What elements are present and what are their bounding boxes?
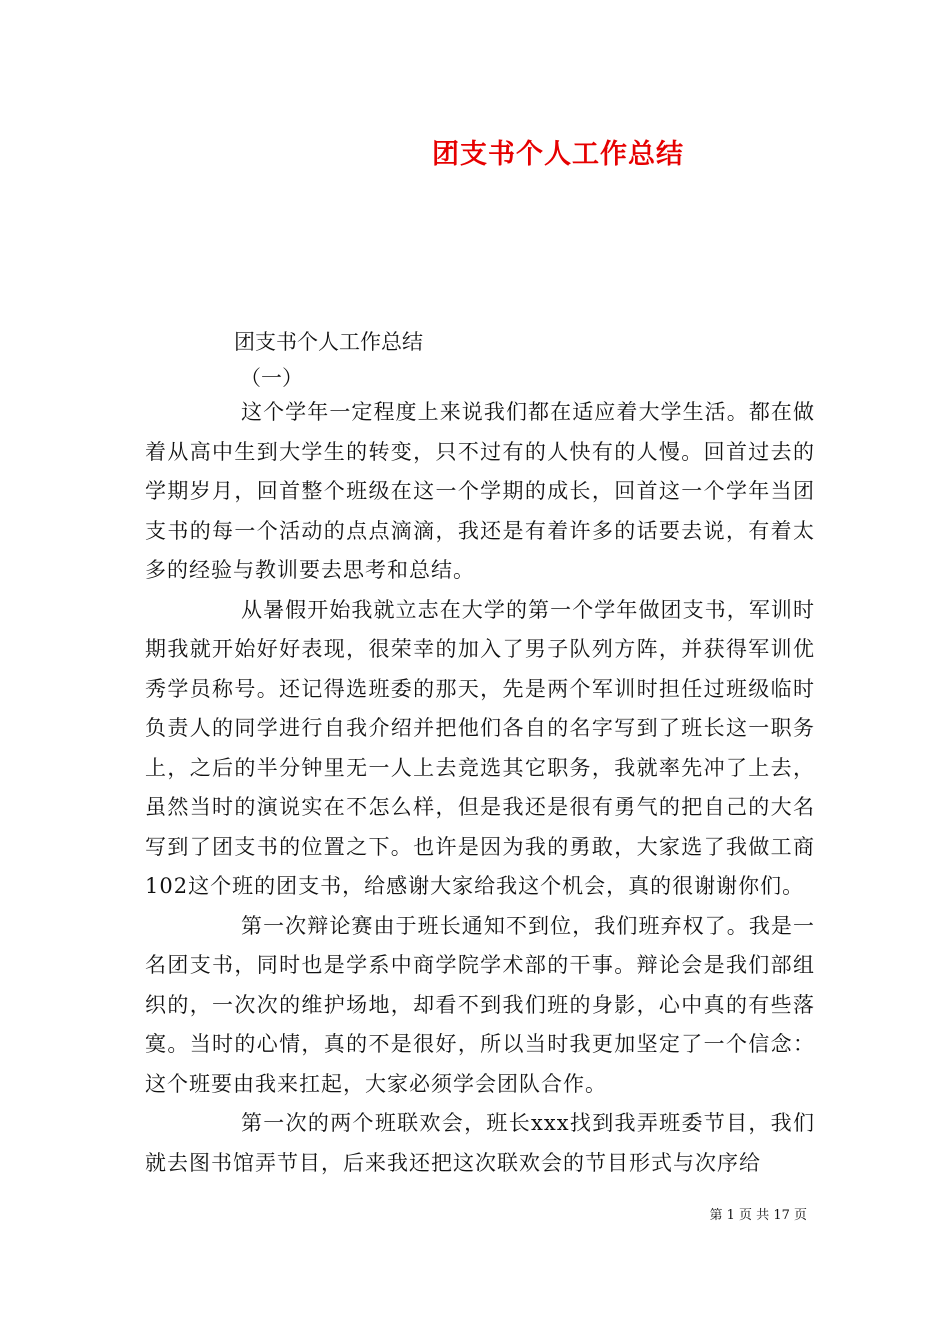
paragraph: 第一次的两个班联欢会，班长xxx找到我弄班委节目，我们就去图书馆弄节目，后来我还把这次联欢会的节目形式与次序给 — [145, 1111, 815, 1175]
paragraph: 从暑假开始我就立志在大学的第一个学年做团支书，军训时期我就开始好好表现，很荣幸的加入了男子队列方阵，并获得军训优秀学员称号。还记得选班委的那天，先是两个军训时担任过班级临时负责人的同学进行自我介绍并把他们各自的名字写到了班长这一职务上，之后的半分钟里无一人上去竞选其它职务，我就率先冲了上去，虽然当时的演说实在不怎么样，但是我还是很有勇气的把自己的大名写到了团支书的位置之下。也许是因为我的勇敢，大家选了我做工商102这个班的团支书，给感谢大家给我这个机会，真的很谢谢你们。 — [145, 597, 815, 898]
document-body — [145, 393, 815, 1183]
paragraph: 第一次辩论赛由于班长通知不到位，我们班弃权了。我是一名团支书，同时也是学系中商学院学术部的干事。辩论会是我们部组织的，一次次的维护场地，却看不到我们班的身影，心中真的有些落寞。当时的心情，真的不是很好，所以当时我更加坚定了一个信念：这个班要由我来扛起，大家必须学会团队合作。 — [145, 913, 815, 1096]
section-label: （一） — [240, 366, 303, 390]
paragraph: 这个学年一定程度上来说我们都在适应着大学生活。都在做着从高中生到大学生的转变，只不过有的人快有的人慢。回首过去的学期岁月，回首整个班级在这一个学期的成长，回首这一个学年当团支书的每一个活动的点点滴滴，我还是有着许多的话要去说，有着太多的经验与教训要去思考和总结。 — [145, 400, 815, 582]
page-title: 团支书个人工作总结 — [432, 139, 684, 170]
body-heading: 团支书个人工作总结 — [234, 330, 423, 354]
page-number-footer: 第 1 页 共 17 页 — [709, 1208, 807, 1223]
